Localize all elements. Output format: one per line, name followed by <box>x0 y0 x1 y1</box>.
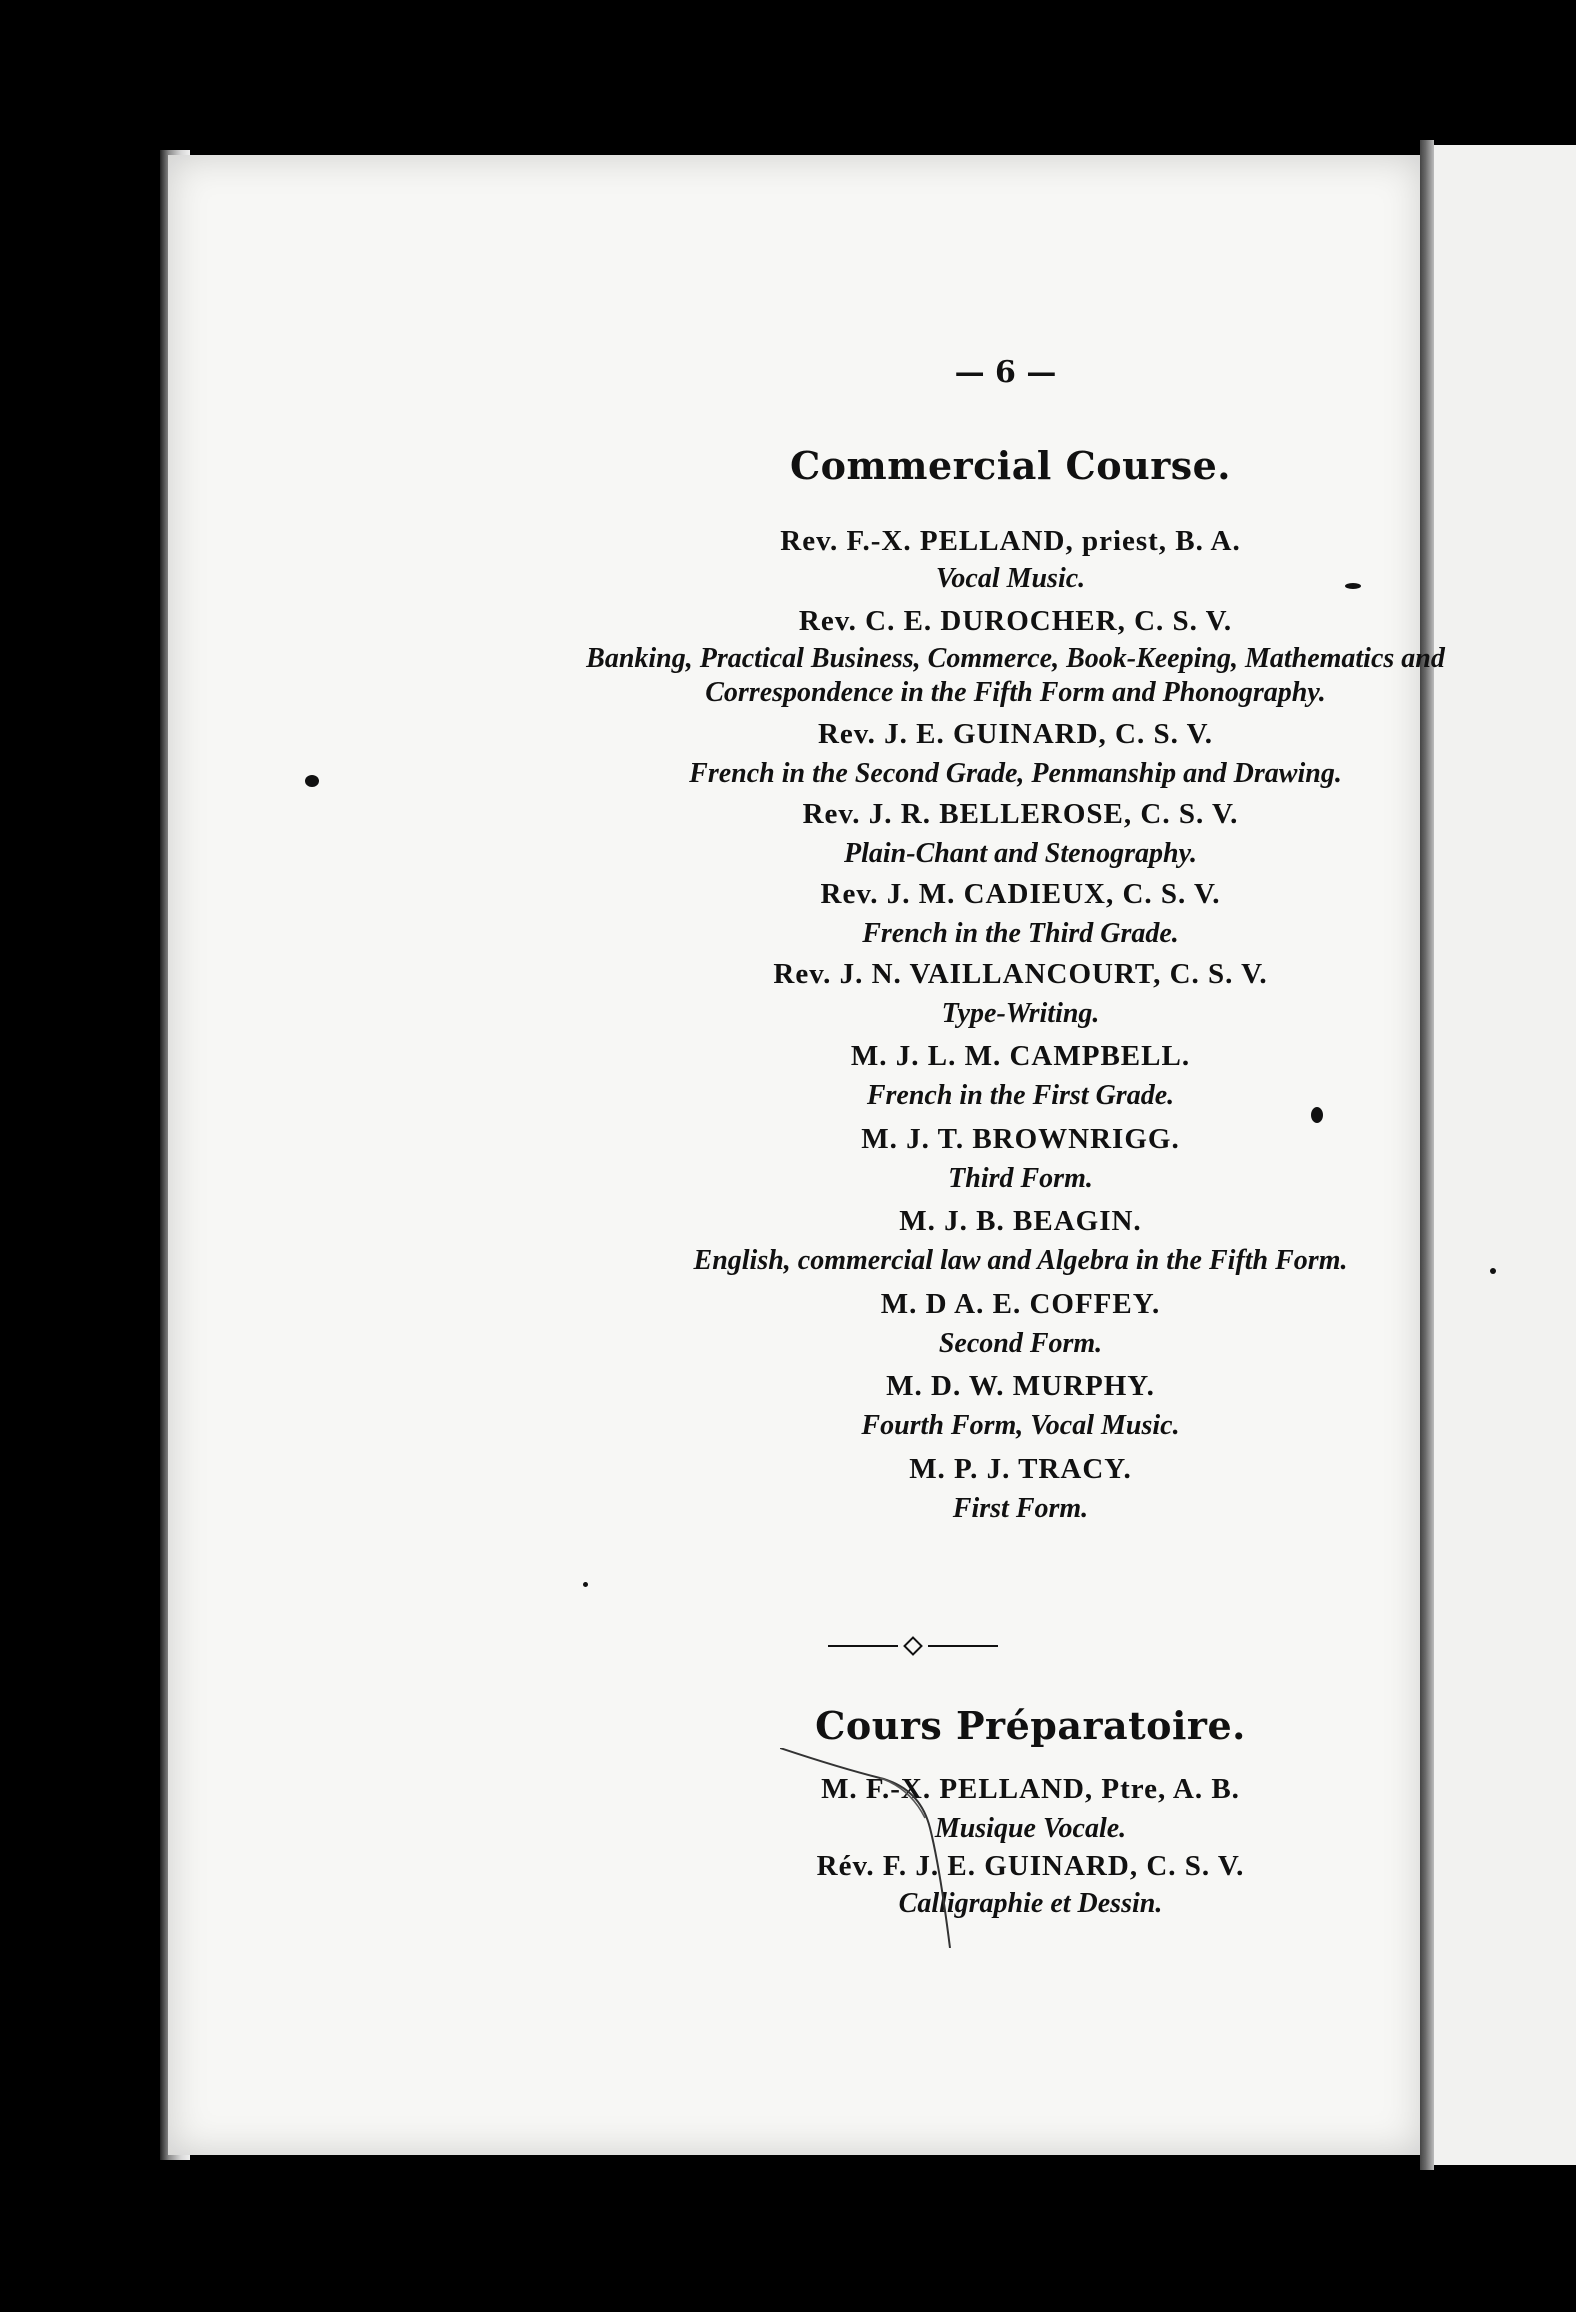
paper-crack <box>780 1748 1040 1948</box>
staff-role: First Form. <box>952 1493 1089 1524</box>
staff-name: M. J. T. BROWNRIGG. <box>861 1123 1180 1155</box>
staff-name: M. D A. E. COFFEY. <box>880 1288 1161 1320</box>
staff-name: M. D. W. MURPHY. <box>886 1370 1155 1402</box>
cours-preparatoire-title: Cours Préparatoire. <box>815 1703 1246 1748</box>
staff-role: Fourth Form, Vocal Music. <box>861 1410 1180 1441</box>
staff-name: M. J. L. M. CAMPBELL. <box>850 1040 1191 1072</box>
staff-role: Musique Vocale. <box>934 1813 1127 1844</box>
staff-role: Plain-Chant and Stenography. <box>844 838 1197 869</box>
staff-name: M. P. J. TRACY. <box>909 1453 1132 1485</box>
staff-role: Correspondence in the Fifth Form and Phonography. <box>705 677 1326 708</box>
staff-name: Rev. J. M. CADIEUX, C. S. V. <box>820 878 1221 910</box>
staff-name: M. F.-X. PELLAND, Ptre, A. B. <box>821 1773 1240 1805</box>
staff-role: French in the Third Grade. <box>862 918 1179 949</box>
staff-name: Rev. J. N. VAILLANCOURT, C. S. V. <box>773 958 1268 990</box>
staff-role: Banking, Practical Business, Commerce, Book-Keeping, Mathematics and <box>586 643 1445 674</box>
staff-role: Second Form. <box>938 1328 1103 1359</box>
staff-role: Type-Writing. <box>941 998 1100 1029</box>
staff-role: Vocal Music. <box>935 563 1086 594</box>
commercial-course-title: Commercial Course. <box>789 443 1232 488</box>
staff-name: Rev. J. E. GUINARD, C. S. V. <box>817 718 1214 750</box>
staff-name: Rev. C. E. DUROCHER, C. S. V. <box>798 605 1233 637</box>
staff-role: French in the First Grade. <box>866 1080 1175 1111</box>
staff-name: Rev. F.-X. PELLAND, priest, B. A. <box>780 525 1241 557</box>
page-number: — 6 — <box>954 355 1057 390</box>
staff-name: Rev. J. R. BELLEROSE, C. S. V. <box>802 798 1239 830</box>
staff-role: French in the Second Grade, Penmanship and Drawing. <box>689 758 1342 789</box>
staff-role: English, commercial law and Algebra in the Fifth Form. <box>693 1245 1348 1276</box>
divider-ornament <box>828 1639 998 1653</box>
staff-name: M. J. B. BEAGIN. <box>899 1205 1142 1237</box>
staff-role: Calligraphie et Dessin. <box>898 1888 1163 1919</box>
staff-name: Rév. F. J. E. GUINARD, C. S. V. <box>816 1850 1245 1882</box>
staff-role: Third Form. <box>948 1163 1093 1194</box>
